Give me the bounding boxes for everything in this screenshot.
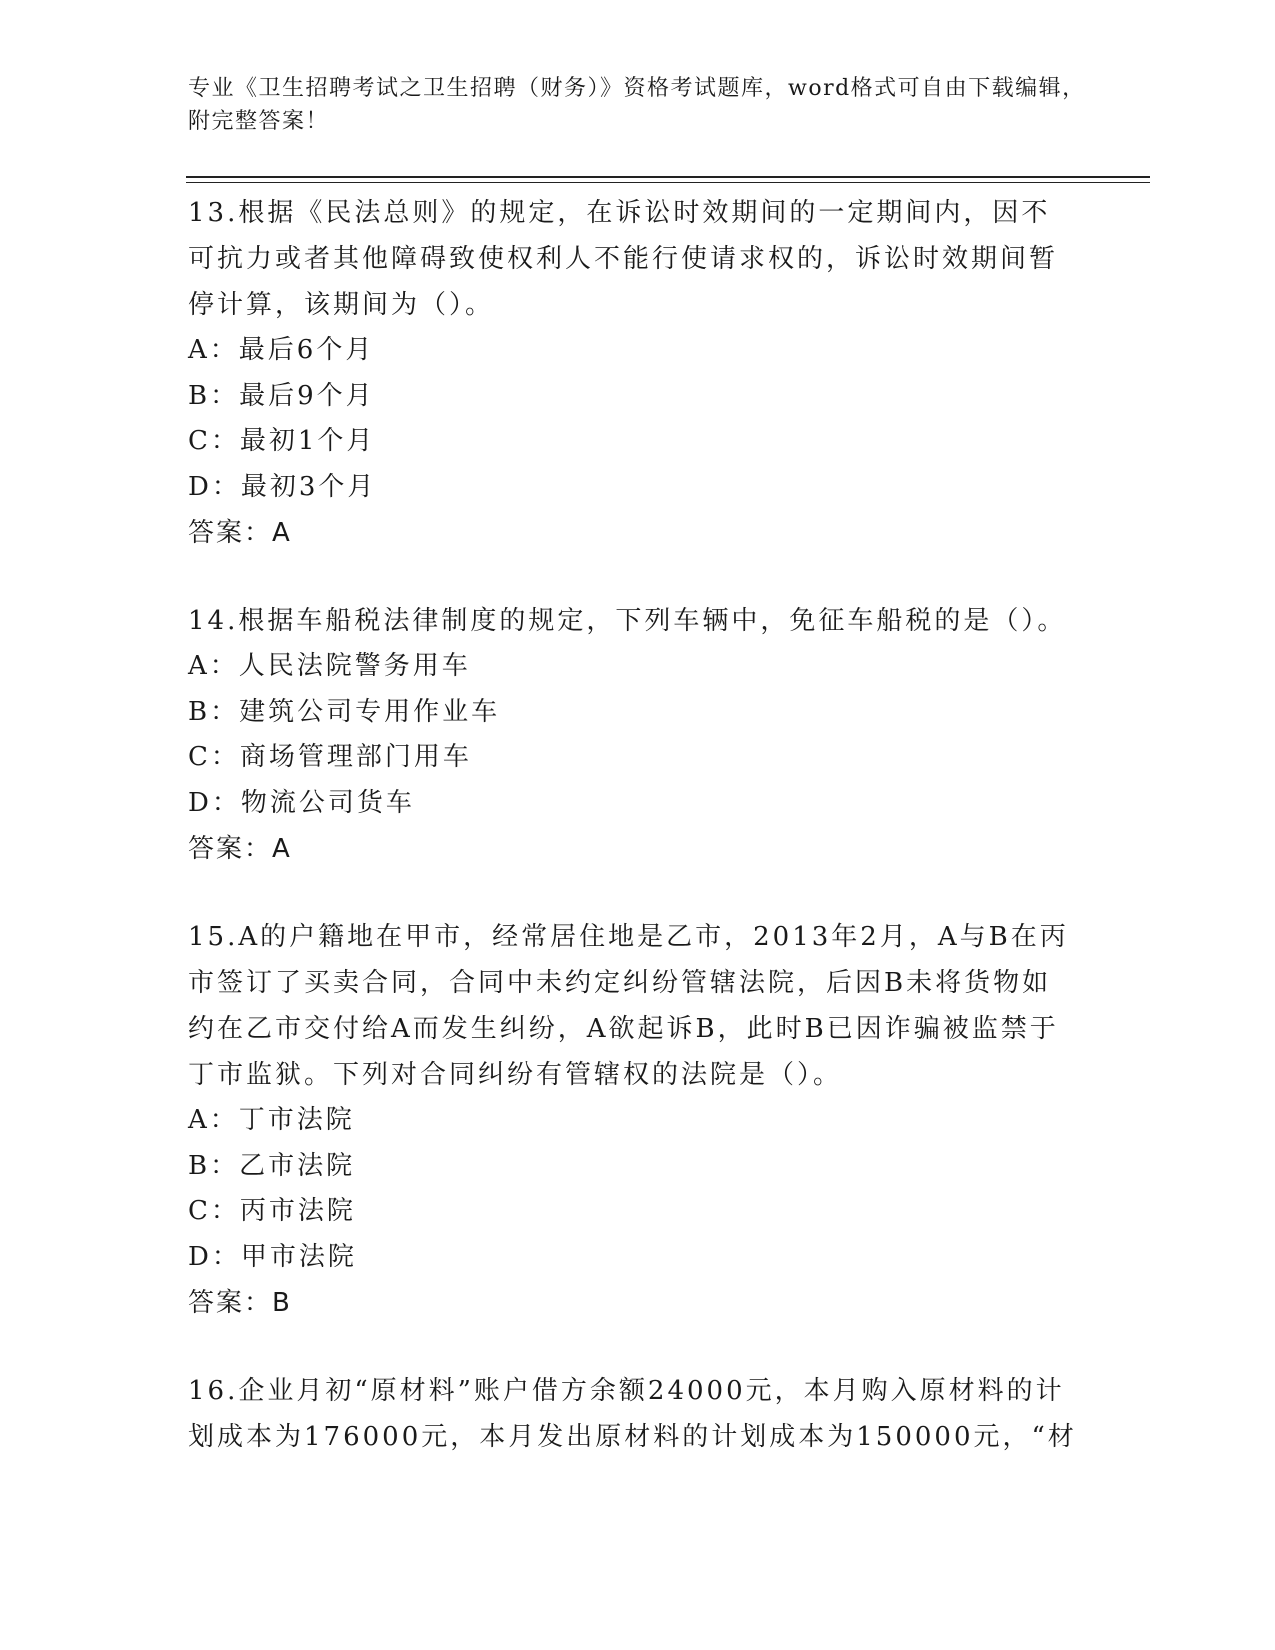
answer-line: 答案：B [188,1288,292,1318]
question-14 [188,598,1078,872]
question-16 [188,1368,1078,1460]
option-a: A：人民法院警务用车 [188,651,471,681]
option-b: B：最后9个月 [188,380,375,411]
question-stem: 15.A的户籍地在甲市，经常居住地是乙市，2013年2月，A与B在丙市签订了买卖合同，合同中未约定纠纷管辖法院，后因B未将货物如约在乙市交付给A而发生纠纷，A欲起诉B，此时B已因诈骗被监禁于丁市监狱。下列对合同纠纷有管辖权的法院是（）。 [188,922,1069,1090]
header-divider-thin [186,182,1150,183]
option-b: B：乙市法院 [188,1150,356,1181]
document-header: 专业《卫生招聘考试之卫生招聘（财务）》资格考试题库，word格式可自由下载编辑，附完整答案！ [188,76,1086,134]
question-stem: 13.根据《民法总则》的规定，在诉讼时效期间的一定期间内，因不可抗力或者其他障碍致使权利人不能行使请求权的，诉讼时效期间暂停计算，该期间为（）。 [188,198,1059,320]
option-c: C：最初1个月 [188,426,376,456]
question-stem: 14.根据车船税法律制度的规定，下列车辆中，免征车船税的是（）。 [188,606,1067,636]
option-c: C：丙市法院 [188,1196,356,1226]
answer-line: 答案：A [188,518,292,548]
option-a: A：最后6个月 [188,335,375,365]
question-list [188,190,1078,1502]
question-13 [188,190,1078,556]
option-c: C：商场管理部门用车 [188,742,472,772]
question-15 [188,914,1078,1326]
option-d: D：物流公司货车 [188,787,415,818]
option-b: B：建筑公司专用作业车 [188,696,501,727]
header-divider-thick [186,176,1150,178]
answer-line: 答案：A [188,834,292,864]
option-d: D：最初3个月 [188,471,377,502]
option-a: A：丁市法院 [188,1105,355,1135]
option-d: D：甲市法院 [188,1241,357,1272]
question-stem: 16.企业月初“原材料”账户借方余额24000元，本月购入原材料的计划成本为176000元，本月发出原材料的计划成本为150000元，“材 [188,1376,1077,1452]
